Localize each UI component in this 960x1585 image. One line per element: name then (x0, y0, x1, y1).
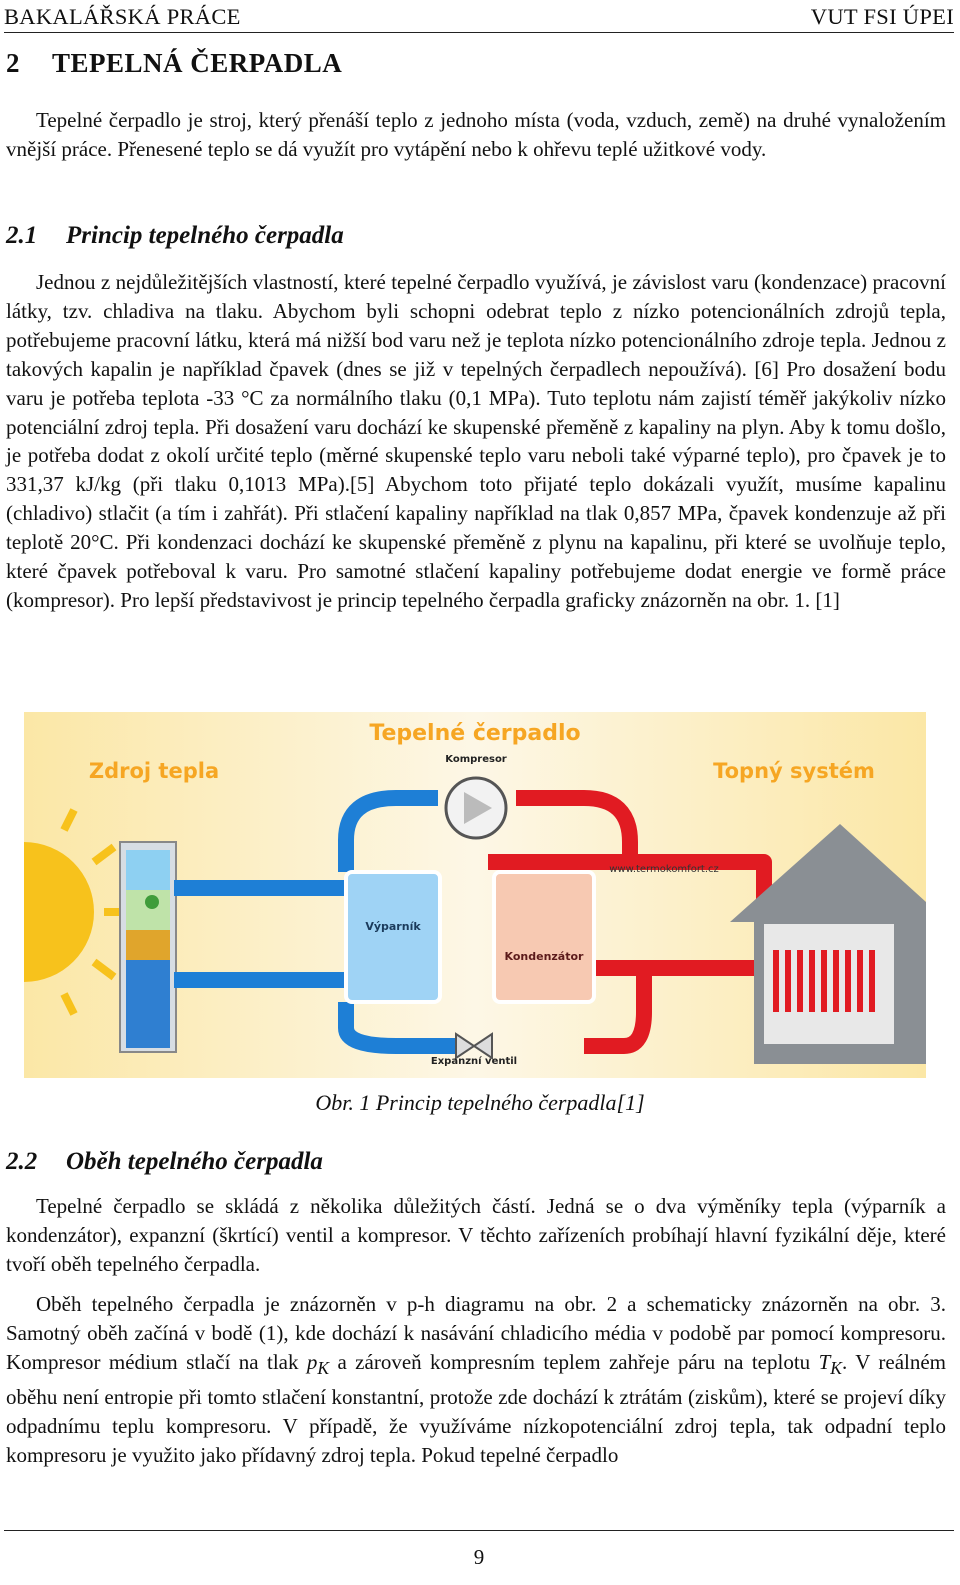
section-heading-2-2 (6, 1148, 323, 1176)
heating-system-label: Topný systém (713, 759, 875, 783)
p2-text-b: a zároveň kompresním teplem zahřeje páru na teplotu (329, 1349, 819, 1374)
evaporator-label: Výparník (365, 920, 421, 933)
figure-caption (0, 1090, 960, 1116)
page-number: 9 (473, 1545, 485, 1569)
section-number: 2.1 (6, 222, 38, 249)
heat-source-label: Zdroj tepla (88, 759, 220, 783)
section-2-2-paragraph-1: Tepelné čerpadlo se skládá z několika důležitých částí. Jedná se o dva výměníky tepla (výparník a kondenzátor), expanzní (škrtící) ventil a kompresor. V těchto zařízeních probíhají hlavní fyzikální děje, které tvoří oběh tepelného čerpadla. (6, 1194, 946, 1276)
caption-text: Obr. 1 Princip tepelného čerpadla[1] (315, 1090, 645, 1115)
tk-subscript: K (830, 1358, 842, 1378)
section-heading-2-1 (6, 222, 344, 250)
evaporator-box (346, 872, 440, 1002)
section-number: 2.2 (6, 1148, 38, 1175)
symbol-tk (818, 1349, 842, 1378)
tk-symbol: T (818, 1349, 831, 1374)
heat-pump-figure (24, 712, 926, 1078)
symbol-pk (306, 1349, 330, 1378)
chapter-title: TEPELNÁ ČERPADLA (52, 48, 343, 78)
chapter-number: 2 (6, 48, 20, 78)
page-header (4, 2, 954, 33)
intro-paragraph: Tepelné čerpadlo je stroj, který přenáší teplo z jednoho místa (voda, vzduch, země) na druhé vynaložením vnější práce. Přenesené teplo se dá využít pro vytápění nebo k ohřevu teplé užitkové vody. (6, 108, 946, 161)
section-title: Princip tepelného čerpadla (66, 222, 344, 249)
valve-label: Expanzní ventil (430, 1056, 518, 1067)
condenser-box (494, 872, 594, 1002)
p2-text-c: . V reálném oběhu není entropie při tomto stlačení konstantní, protože zde dochází k ztrátám (ziskům), které se projeví díky odpadnímu teplu kompresoru. V případě, že využíváme nízkopotenciální zdroj tepla, tak odpadní teplo kompresoru je využito jako přídavný zdroj tepla. Pokud tepelné čerpadlo (6, 1349, 947, 1467)
condenser-label: Kondenzátor (504, 950, 584, 963)
section-title: Oběh tepelného čerpadla (66, 1148, 323, 1175)
section-2-2-paragraph-2 (6, 1290, 946, 1470)
section-2-1-paragraph: Jednou z nejdůležitějších vlastností, které tepelné čerpadlo využívá, je závislost varu (kondenzace) pracovní látky, tzv. chladiva na tlaku. Abychom byli schopni odebrat teplo z nízko potencionálních zdrojů tepla, potřebujeme pracovní látku, která má nižší bod varu než je teplota nízko potencionálního zdroje tepla. Jednou z takových kapalin je například čpavek (dnes se již v tepelných čerpadlech nepoužívá). [6] Pro dosažení bodu varu je potřeba teplota -33 °C za normálního tlaku (0,1 MPa). Tuto teplotu nám zajistí téměř jakýkoliv nízko potenciální zdroj tepla. Při dosažení varu dochází ke skupenské přeměně z kapaliny na plyn. Aby k tomu došlo, je potřeba dodat z okolí určité teplo (měrné skupenské teplo varu neboli také výparné teplo), pro čpavek je to 331,37 kJ/kg (při tlaku 0,1013 MPa).[5] Abychom toto přijaté teplo dokázali využít, musíme kapalinu (chladivo) stlačit (a tím i zahřát). Při stlačení kapaliny například na tlak 0,857 MPa, čpavek kondenzuje až při teplotě 20°C. Při kondenzaci dochází ke skupenské přeměně z plynu na kapalinu, při které se uvolňuje teplo, které čpavek potřeboval k varu. Pro samotné stlačení kapaliny potřebujeme dodat energie ve formě práce (kompresor). Pro lepší představivost je princip tepelného čerpadla graficky znázorněn na obr. 1. [1] (6, 270, 946, 612)
header-left: BAKALÁŘSKÁ PRÁCE (4, 4, 241, 29)
compressor-label: Kompresor (445, 754, 507, 765)
pk-subscript: K (317, 1358, 330, 1378)
figure-title: Tepelné čerpadlo (369, 721, 581, 746)
page-footer (4, 1530, 954, 1569)
p2-text-a: Oběh tepelného čerpadla je znázorněn v p-h diagramu na obr. 2 a schematicky znázorněn na obr. 3. Samotný oběh začíná v bodě (1), kde dochází k nasávání chladicího média v podobě par pomocí kompresoru. Kompresor médium stlačí na tlak (6, 1292, 946, 1374)
heat-pump-diagram (24, 712, 926, 1078)
header-right: VUT FSI ÚPEI (810, 4, 954, 29)
url-label: www.termokomfort.cz (609, 864, 719, 875)
chapter-heading (6, 48, 342, 79)
pk-symbol: p (306, 1349, 318, 1374)
ground-slice-icon (120, 842, 176, 1052)
